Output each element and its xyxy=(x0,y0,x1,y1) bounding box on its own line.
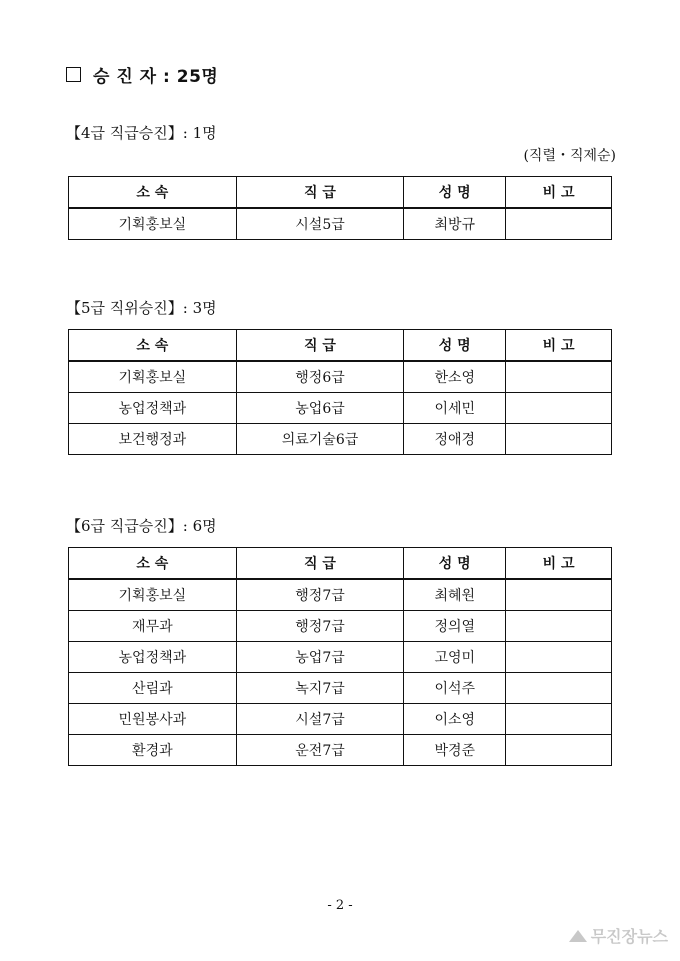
cell-dept: 기획홍보실 xyxy=(69,579,237,611)
order-note: (직렬・직제순) xyxy=(523,148,616,164)
table-header-row xyxy=(69,330,612,362)
page-number: - 2 - xyxy=(327,898,353,913)
table-row xyxy=(69,642,612,673)
watermark-logo xyxy=(569,924,668,947)
cell-rank: 행정7급 xyxy=(236,611,404,642)
cell-dept: 보건행정과 xyxy=(69,424,237,455)
table-5grade xyxy=(68,329,612,455)
table-row xyxy=(69,735,612,766)
cell-note xyxy=(506,642,612,673)
cell-note xyxy=(506,673,612,704)
document-heading xyxy=(66,62,218,87)
cell-rank: 농업7급 xyxy=(236,642,404,673)
col-header-name: 성 명 xyxy=(404,548,506,580)
cell-rank: 시설5급 xyxy=(236,208,404,240)
mountain-icon xyxy=(569,930,587,942)
cell-note xyxy=(506,704,612,735)
cell-name: 고영미 xyxy=(404,642,506,673)
cell-rank: 행정6급 xyxy=(236,361,404,393)
table-row xyxy=(69,704,612,735)
cell-dept: 농업정책과 xyxy=(69,642,237,673)
heading-title: 승 진 자 : 25명 xyxy=(93,67,219,87)
cell-name: 정의열 xyxy=(404,611,506,642)
cell-note xyxy=(506,579,612,611)
table-row xyxy=(69,393,612,424)
cell-rank: 의료기술6급 xyxy=(236,424,404,455)
section-title-5grade: 【5급 직위승진】: 3명 xyxy=(66,299,217,317)
col-header-rank: 직 급 xyxy=(236,330,404,362)
cell-name: 박경준 xyxy=(404,735,506,766)
section-title-4grade: 【4급 직급승진】: 1명 xyxy=(66,124,217,142)
cell-name: 이세민 xyxy=(404,393,506,424)
checkbox-square-icon xyxy=(66,67,81,82)
table-header-row xyxy=(69,548,612,580)
col-header-dept: 소 속 xyxy=(69,177,237,209)
cell-dept: 재무과 xyxy=(69,611,237,642)
cell-rank: 운전7급 xyxy=(236,735,404,766)
cell-dept: 환경과 xyxy=(69,735,237,766)
cell-name: 이소영 xyxy=(404,704,506,735)
col-header-rank: 직 급 xyxy=(236,177,404,209)
table-row xyxy=(69,611,612,642)
cell-dept: 농업정책과 xyxy=(69,393,237,424)
table-header-row xyxy=(69,177,612,209)
cell-note xyxy=(506,735,612,766)
col-header-dept: 소 속 xyxy=(69,548,237,580)
cell-rank: 시설7급 xyxy=(236,704,404,735)
cell-rank: 농업6급 xyxy=(236,393,404,424)
cell-name: 최방규 xyxy=(404,208,506,240)
col-header-note: 비 고 xyxy=(506,548,612,580)
col-header-name: 성 명 xyxy=(404,177,506,209)
cell-dept: 기획홍보실 xyxy=(69,361,237,393)
cell-note xyxy=(506,361,612,393)
table-row xyxy=(69,424,612,455)
cell-name: 한소영 xyxy=(404,361,506,393)
col-header-name: 성 명 xyxy=(404,330,506,362)
cell-note xyxy=(506,393,612,424)
cell-dept: 산림과 xyxy=(69,673,237,704)
table-6grade xyxy=(68,547,612,766)
table-row xyxy=(69,579,612,611)
cell-dept: 기획홍보실 xyxy=(69,208,237,240)
cell-note xyxy=(506,208,612,240)
watermark-text: 무진장뉴스 xyxy=(590,927,668,946)
cell-note xyxy=(506,424,612,455)
col-header-rank: 직 급 xyxy=(236,548,404,580)
table-row xyxy=(69,673,612,704)
cell-rank: 행정7급 xyxy=(236,579,404,611)
section-title-6grade: 【6급 직급승진】: 6명 xyxy=(66,517,217,535)
cell-name: 최혜원 xyxy=(404,579,506,611)
table-4grade xyxy=(68,176,612,240)
table-row xyxy=(69,361,612,393)
col-header-note: 비 고 xyxy=(506,177,612,209)
cell-dept: 민원봉사과 xyxy=(69,704,237,735)
cell-name: 이석주 xyxy=(404,673,506,704)
cell-name: 정애경 xyxy=(404,424,506,455)
table-row xyxy=(69,208,612,240)
col-header-note: 비 고 xyxy=(506,330,612,362)
col-header-dept: 소 속 xyxy=(69,330,237,362)
cell-rank: 녹지7급 xyxy=(236,673,404,704)
cell-note xyxy=(506,611,612,642)
